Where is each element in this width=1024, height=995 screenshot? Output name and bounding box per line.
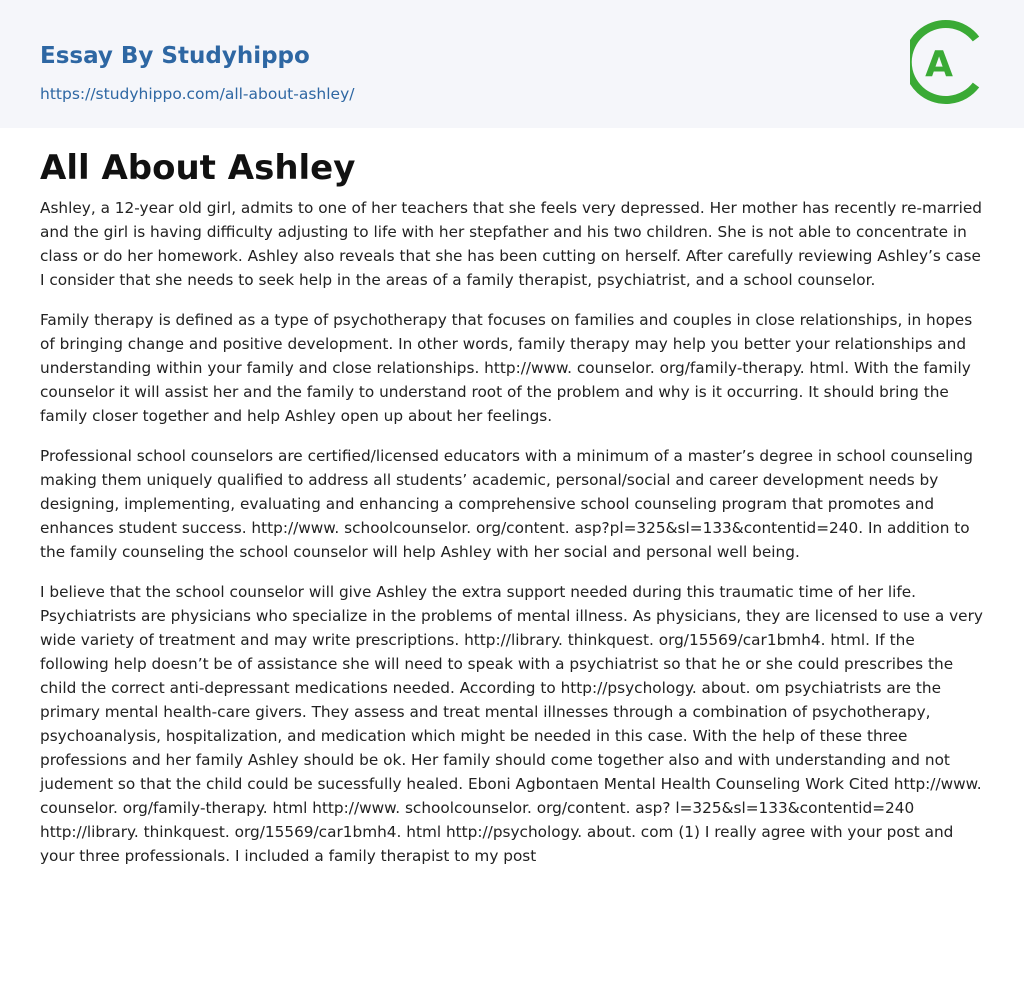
page-url-link[interactable]: https://studyhippo.com/all-about-ashley/ [40,85,355,103]
circle-a-logo-icon[interactable] [910,18,988,106]
article-title: All About Ashley [40,148,356,188]
site-header [0,0,1024,128]
logo-letter: A [925,44,953,85]
article-paragraph-4: I believe that the school counselor will give Ashley the extra support needed during this traumatic time of her life. Psychiatrists are physicians who specialize in the problems of mental illness. As physicians, they are licensed to use a very wide variety of treatment and may write prescriptions. http://library. thinkquest. org/15569/car1bmh4. html. If the following help doesn’t be of assistance she will need to speak with a psychiatrist so that he or she could prescribes the child the correct anti-depressant medications needed. According to http://psychology. about. om psychiatrists are the primary mental health-care givers. They assess and treat mental illnesses through a combination of psychotherapy, psychoanalysis, hospitalization, and medication which might be needed in this case. With the help of these three professions and her family Ashley should be ok. Her family should come together also and with understanding and not judement so that the child could be sucessfully healed. Eboni Agbontaen Mental Health Counseling Work Cited http://www. counselor. org/family-therapy. html http://www. schoolcounselor. org/content. asp? l=325&sl=133&contentid=240 http://library. thinkquest. org/15569/car1bmh4. html http://psychology. about. com (1) I really agree with your post and your three professionals. I included a family therapist to my post [40,583,983,865]
article-paragraph-3: Professional school counselors are certified/licensed educators with a minimum of a master’s degree in school counseling making them uniquely qualified to address all students’ academic, personal/social and career development needs by designing, implementing, evaluating and enhancing a comprehensive school counseling program that promotes and enhances student success. http://www. schoolcounselor. org/content. asp?pl=325&sl=133&contentid=240. In addition to the family counseling the school counselor will help Ashley with her social and personal well being. [40,447,973,561]
article [40,146,986,884]
site-brand[interactable]: Essay By Studyhippo [40,43,310,69]
article-paragraph-1: Ashley, a 12-year old girl, admits to one of her teachers that she feels very depressed. Her mother has recently re-married and the girl is having difficulty adjusting to life with her stepfather and his two children. She is not able to concentrate in class or do her homework. Ashley also reveals that she has been cutting on herself. After carefully reviewing Ashley’s case I consider that she needs to seek help in the areas of a family therapist, psychiatrist, and a school counselor. [40,199,982,289]
article-paragraph-2: Family therapy is defined as a type of psychotherapy that focuses on families and couples in close relationships, in hopes of bringing change and positive development. In other words, family therapy may help you better your relationships and understanding within your family and close relationships. http://www. counselor. org/family-therapy. html. With the family counselor it will assist her and the family to understand root of the problem and why is it occurring. It should bring the family closer together and help Ashley open up about her feelings. [40,311,973,425]
